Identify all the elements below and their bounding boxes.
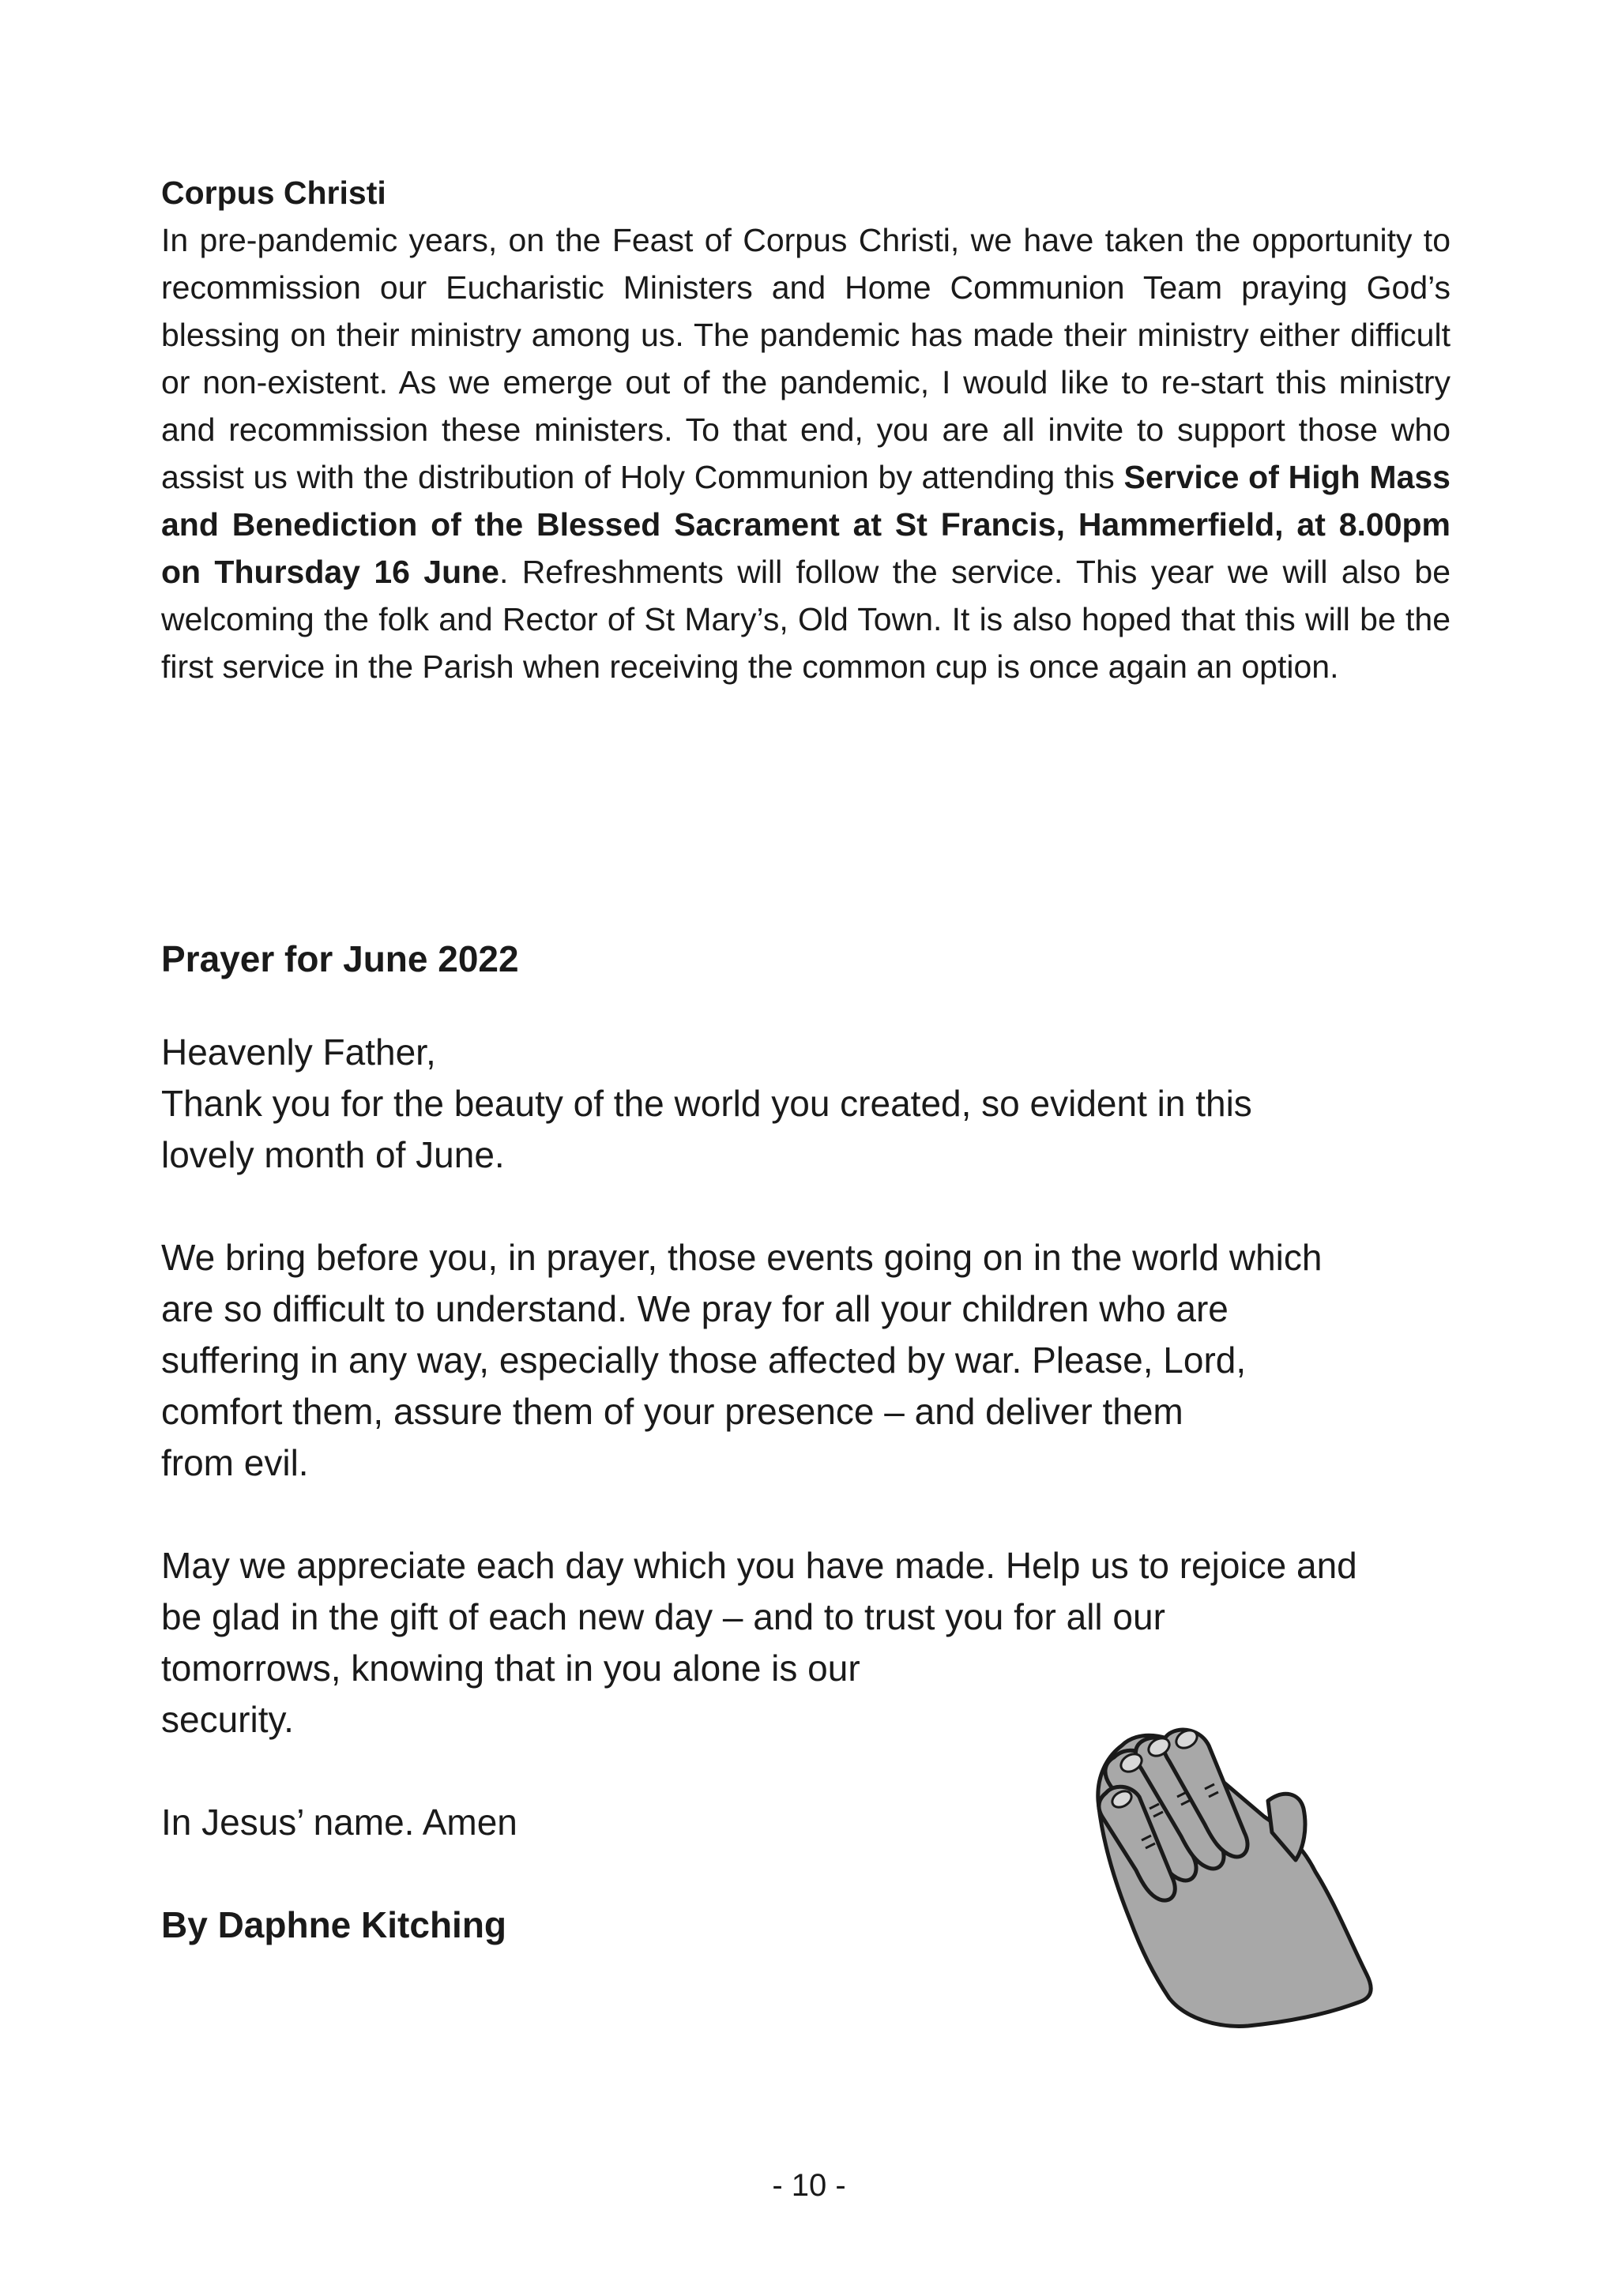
prayer-line: comfort them, assure them of your presence – and deliver them (161, 1391, 1183, 1432)
prayer-line: lovely month of June. (161, 1134, 505, 1175)
prayer-line: Thank you for the beauty of the world you created, so evident in this (161, 1083, 1252, 1124)
prayer-closing: In Jesus’ name. Amen (161, 1802, 517, 1843)
prayer-title: Prayer for June 2022 (161, 938, 519, 979)
service-details: Service of High Mass and Benediction of the Blessed Sacrament at St Francis, Hammerfield, at 8.00pm on Thursday 16 June (161, 459, 1451, 590)
prayer-line: We bring before you, in prayer, those events going on in the world which (161, 1237, 1323, 1278)
prayer-line: from evil. (161, 1442, 309, 1483)
prayer-line: security. (161, 1699, 294, 1740)
prayer-line: suffering in any way, especially those affected by war. Please, Lord, (161, 1340, 1247, 1381)
prayer-line: May we appreciate each day which you have made. Help us to rejoice and (161, 1545, 1357, 1586)
corpus-christi-body (161, 216, 1451, 690)
prayer-author: By Daphne Kitching (161, 1904, 507, 1945)
corpus-christi-heading: Corpus Christi (161, 175, 386, 211)
prayer-paragraph-1 (161, 1027, 1504, 1181)
corpus-christi-section (161, 169, 1451, 690)
corpus-body-text-2: . Refreshments will follow the service. This year we will also be welcoming the folk and Rector of St Mary’s, Old Town. It is also hoped that this will be the first service in the Parish when receiving the common cup is once again an option. (161, 554, 1451, 685)
prayer-line: tomorrows, knowing that in you alone is our (161, 1648, 860, 1689)
praying-hands-icon (1067, 1714, 1398, 2046)
prayer-line: are so difficult to understand. We pray for all your children who are (161, 1288, 1229, 1329)
prayer-line: be glad in the gift of each new day – and to trust you for all our (161, 1596, 1165, 1637)
prayer-paragraph-2 (161, 1232, 1504, 1489)
page-number: - 10 - (772, 2168, 846, 2203)
corpus-body-text-1: In pre-pandemic years, on the Feast of Corpus Christi, we have taken the opportunity to recommission our Eucharistic Ministers and Home Communion Team praying God’s blessing on their ministry among us. The pandemic has made their ministry either difficult or non-existent. As we emerge out of the pandemic, I would like to re-start this ministry and recommission these ministers. To that end, you are all invite to support those who assist us with the distribution of Holy Communion by attending this (161, 222, 1451, 495)
prayer-line: Heavenly Father, (161, 1032, 436, 1073)
